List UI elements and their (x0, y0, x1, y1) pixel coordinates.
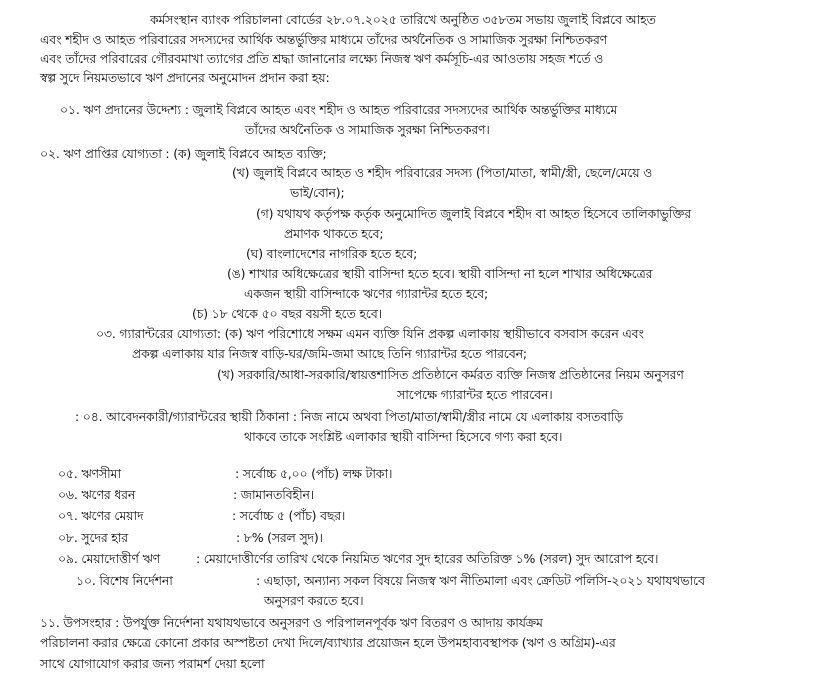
section-08-label: ০৮. সুদের হার (58, 530, 128, 545)
section-01-line-1: ০১. ঋণ প্রদানের উদ্দেশ্য : জুলাই বিপ্লবে আহত এবং শহীদ ও আহত পরিবারের সদস্যদের আর্থিক অন্তর্ভুক্তির মাধ্যমে (60, 102, 618, 117)
section-09-label: ০৯. মেয়াদোত্তীর্ণ ঋণ (58, 551, 160, 566)
section-03-line-1: ০৩. গ্যারান্টরের যোগ্যতা: (ক) ঋণ পরিশোধে সক্ষম এমন ব্যক্তি যিনি প্রকল্প এলাকায় স্থায়ীভাবে বসবাস করেন এবং (96, 326, 644, 341)
section-10-label: ১০. বিশেষ নির্দেশনা (76, 573, 173, 588)
intro-line-4: স্বল্প সুদে নিয়মতভাবে ঋণ প্রদানের অনুমোদন প্রদান করা হয়: (40, 70, 330, 85)
intro-line-3: এবং তাঁদের পরিবারের গৌরবমাখা ত্যাগের প্রতি শ্রদ্ধা জানানোর লক্ষ্যে নিজস্ব ঋণ কর্মসূচি-এর আওতায় সহজ শর্তে ও (40, 51, 604, 66)
section-02-line-2: (খ) জুলাই বিপ্লবে আহত ও শহীদ পরিবারের সদস্য (পিতা/মাতা, স্বামী/স্ত্রী, ছেলে/মেয়ে ও (232, 165, 653, 180)
section-03-line-4: সাপেক্ষে গ্যারান্টর হতে পারবেন। (397, 387, 553, 402)
section-06-label: ০৬. ঋণের ধরন (58, 487, 136, 502)
section-07-value: : সর্বোচ্চ ৫ (পাঁচ) বছর। (232, 508, 346, 523)
intro-line-2: এবং শহীদ ও আহত পরিবারের সদস্যদের আর্থিক অন্তর্ভুক্তির মাধ্যমে তাঁদের অর্থনৈতিক ও সামাজিক সুরক্ষা নিশ্চিতকরণ (40, 32, 608, 47)
section-10-value-line-2: অনুসরণ করতে হবে। (264, 593, 364, 608)
section-02-line-7: (ঙ) শাখার অধিক্ষেত্রের স্থায়ী বাসিন্দা হতে হবে। স্থায়ী বাসিন্দা না হলে শাখার অধিক্ষেত্রের (227, 266, 653, 281)
section-10-value-line-1: : এছাড়া, অন্যান্য সকল বিষয়ে নিজস্ব ঋণ নীতিমালা এবং ক্রেডিট পলিসি-২০২১ যথাযথভাবে (256, 573, 705, 588)
section-02-line-3: ভাই/বোন); (290, 185, 345, 200)
section-11-line-2: পরিচালনা করার ক্ষেত্রে কোনো প্রকার অস্পষ্টতা দেখা দিলে/ব্যাখ্যার প্রয়োজন হলে উপমহাব্যবস্থাপক (ঋণ ও অগ্রিম)-এর (40, 635, 616, 650)
section-07-label: ০৭. ঋণের মেয়াদ (58, 508, 144, 523)
section-01-line-2: তাঁদের অর্থনৈতিক ও সামাজিক সুরক্ষা নিশ্চিতকরণ। (245, 122, 490, 137)
section-11-line-3: সাথে যোগাযোগ করার জন্য পরামর্শ দেয়া হলো (40, 656, 265, 671)
section-09-value: : মেয়াদোত্তীর্ণের তারিখ থেকে নিয়মিত ঋণের সুদ হারের অতিরিক্ত ১% (সরল) সুদ আরোপ হবে। (196, 551, 659, 566)
section-04-line-1: : ০৪. আবেদনকারী/গ্যারান্টরের স্থায়ী ঠিকানা : নিজ নামে অথবা পিতা/মাতা/স্বামী/স্ত্রীর নামে যে এলাকায় বসতবাড়ি (75, 409, 624, 424)
section-03-line-3: (খ) সরকারি/আধা-সরকারি/স্বায়ত্তশাসিত প্রতিষ্ঠানে কর্মরত ব্যক্তি নিজস্ব প্রতিষ্ঠানের নিয়ম অনুসরণ (217, 367, 684, 382)
section-02-line-1: ০২. ঋণ প্রাপ্তির যোগ্যতা : (ক) জুলাই বিপ্লবে আহত ব্যক্তি; (40, 146, 327, 161)
section-02-line-4: (গ) যথাযথ কর্তৃপক্ষ কর্তৃক অনুমোদিত জুলাই বিপ্লবে শহীদ বা আহত হিসেবে তালিকাভুক্তির (256, 206, 691, 221)
section-08-value: : ৮% (সরল সুদ)। (236, 530, 323, 545)
section-02-line-8: একজন স্থায়ী বাসিন্দাকে ঋণের গ্যারান্টর হতে হবে; (244, 286, 488, 301)
section-02-line-6: (ঘ) বাংলাদেশের নাগরিক হতে হবে; (246, 246, 418, 261)
intro-line-1: কর্মসংস্থান ব্যাংক পরিচালনা বোর্ডের ২৮.০৭.২০২৫ তারিখে অনুষ্ঠিত ৩৫৮তম সভায় জুলাই বিপ্লবে আহত (150, 12, 656, 27)
section-03-line-2: প্রকল্প এলাকায় যার নিজস্ব বাড়ি-ঘর/জমি-জমা আছে তিনি গ্যারান্টর হতে পারবেন; (132, 346, 527, 361)
section-11-line-1: ১১. উপসংহার : উপর্যুক্ত নির্দেশনা যথাযথভাবে অনুসরণ ও পরিপালনপূর্বক ঋণ বিতরণ ও আদায় কার্যক্রম (40, 615, 543, 630)
section-02-line-9: (চ) ১৮ থেকে ৫০ বছর বয়সী হতে হবে। (192, 306, 382, 321)
section-02-line-5: প্রমাণক থাকতে হবে; (284, 226, 384, 241)
section-06-value: : জামানতবিহীন। (233, 487, 315, 502)
section-05-label: ০৫. ঋণসীমা (58, 466, 121, 481)
section-04-line-2: থাকবে তাকে সংশ্লিষ্ট এলাকার স্থায়ী বাসিন্দা হিসেবে গণ্য করা হবে। (244, 429, 563, 444)
section-05-value: : সর্বোচ্চ ৫,০০ (পাঁচ) লক্ষ টাকা। (235, 466, 393, 481)
